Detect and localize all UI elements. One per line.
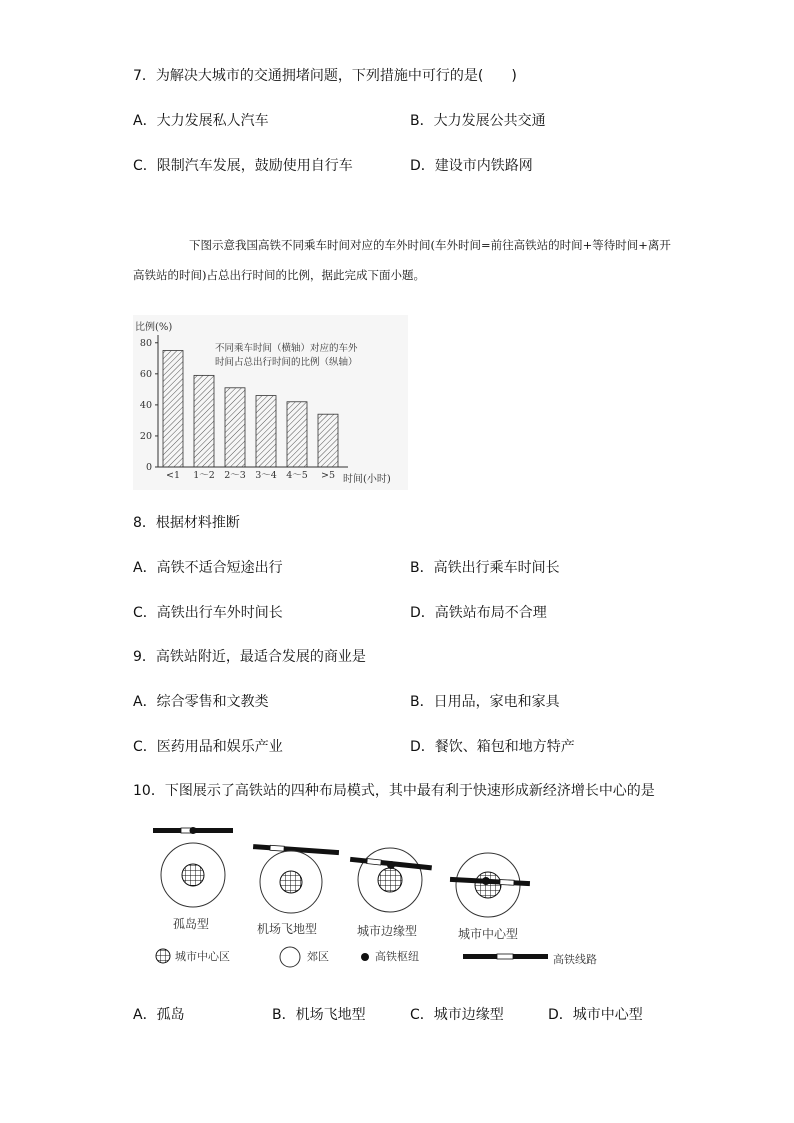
bar	[287, 402, 307, 467]
x-tick-label: 4～5	[286, 470, 308, 481]
legend-city-center-swatch	[156, 949, 170, 963]
y-tick-label: 0	[145, 462, 152, 473]
q7-option-b: B．大力发展公共交通	[410, 113, 546, 129]
q8-option-c: C．高铁出行车外时间长	[133, 605, 283, 621]
bar-chart	[133, 315, 408, 490]
rail-line-segment	[367, 859, 381, 865]
layout-label-3: 城市边缘型	[357, 924, 418, 938]
material-text: 下图示意我国高铁不同乘车时间对应的车外时间(车外时间=前往高铁站的时间+等待时间+离开高铁站的时间)占总出行时间的比例，据此完成下面小题。	[133, 238, 671, 282]
q8-stem: 8．根据材料推断	[133, 515, 240, 531]
x-tick-label: 3～4	[255, 470, 277, 481]
bar	[163, 351, 183, 467]
rail-hub	[387, 861, 395, 869]
layout-label-1: 孤岛型	[173, 917, 210, 931]
q7-stem: 7．为解决大城市的交通拥堵问题，下列措施中可行的是( )	[133, 68, 517, 84]
x-tick-label: <1	[165, 470, 181, 481]
q10-option-d: D．城市中心型	[548, 1007, 643, 1023]
legend-hub-swatch	[361, 953, 369, 961]
x-tick-label: 2～3	[224, 470, 246, 481]
layout-label-2: 机场飞地型	[257, 922, 318, 936]
q7-option-c: C．限制汽车发展，鼓励使用自行车	[133, 158, 353, 174]
y-tick-label: 60	[139, 368, 152, 380]
rail-hub	[482, 877, 490, 885]
layout-isolated-island	[153, 827, 233, 931]
legend-suburb-swatch	[280, 947, 300, 967]
bar	[194, 375, 214, 467]
city-center	[475, 872, 501, 898]
q8-option-b: B．高铁出行乘车时间长	[410, 560, 560, 576]
q10-option-a: A．孤岛	[133, 1007, 185, 1023]
diagram-legend	[156, 947, 597, 967]
rail-hub	[190, 827, 197, 834]
x-tick-label: >5	[320, 470, 336, 481]
city-center	[182, 864, 204, 886]
layout-label-4: 城市中心型	[458, 927, 519, 941]
x-tick-label: 1～2	[193, 470, 215, 481]
q9-option-a: A．综合零售和文教类	[133, 694, 269, 710]
chart-annotation-line-2: 时间占总出行时间的比例（纵轴）	[215, 357, 358, 368]
q10-option-c: C．城市边缘型	[410, 1007, 504, 1023]
q9-stem: 9．高铁站附近，最适合发展的商业是	[133, 649, 366, 665]
q9-option-c: C．医药用品和娱乐产业	[133, 739, 283, 755]
y-axis-label: 比例(%)	[135, 322, 173, 333]
layout-diagram	[145, 815, 625, 985]
q7-option-a: A．大力发展私人汽车	[133, 113, 269, 129]
q10-stem: 10．下图展示了高铁站的四种布局模式，其中最有利于快速形成新经济增长中心的是	[133, 783, 655, 799]
city-center	[378, 868, 402, 892]
x-axis-label: 时间(小时)	[343, 474, 391, 485]
rail-line-segment	[270, 845, 284, 851]
layout-city-center	[450, 853, 530, 941]
chart-annotation-line-1: 不同乘车时间（横轴）对应的车外	[215, 343, 358, 354]
layout-city-edge	[350, 848, 432, 938]
y-tick-label: 20	[139, 430, 152, 442]
q7-option-d: D．建设市内铁路网	[410, 158, 533, 174]
q8-option-d: D．高铁站布局不合理	[410, 605, 547, 621]
q10-option-b: B．机场飞地型	[272, 1007, 366, 1023]
q9-option-d: D．餐饮、箱包和地方特产	[410, 739, 575, 755]
q8-option-a: A．高铁不适合短途出行	[133, 560, 283, 576]
bar	[318, 414, 338, 467]
legend-suburb: 郊区	[307, 950, 329, 963]
y-tick-label: 40	[139, 399, 152, 411]
bar	[225, 388, 245, 467]
legend-rail: 高铁线路	[553, 953, 597, 966]
bar	[256, 396, 276, 467]
q9-option-b: B．日用品，家电和家具	[410, 694, 560, 710]
layout-airport-enclave	[253, 844, 339, 936]
y-tick-label: 80	[139, 337, 152, 349]
legend-hub: 高铁枢纽	[375, 950, 419, 963]
city-center	[280, 871, 302, 893]
rail-line-segment	[500, 880, 514, 886]
legend-rail-swatch-segment	[497, 954, 513, 959]
legend-city-center: 城市中心区	[175, 950, 230, 963]
